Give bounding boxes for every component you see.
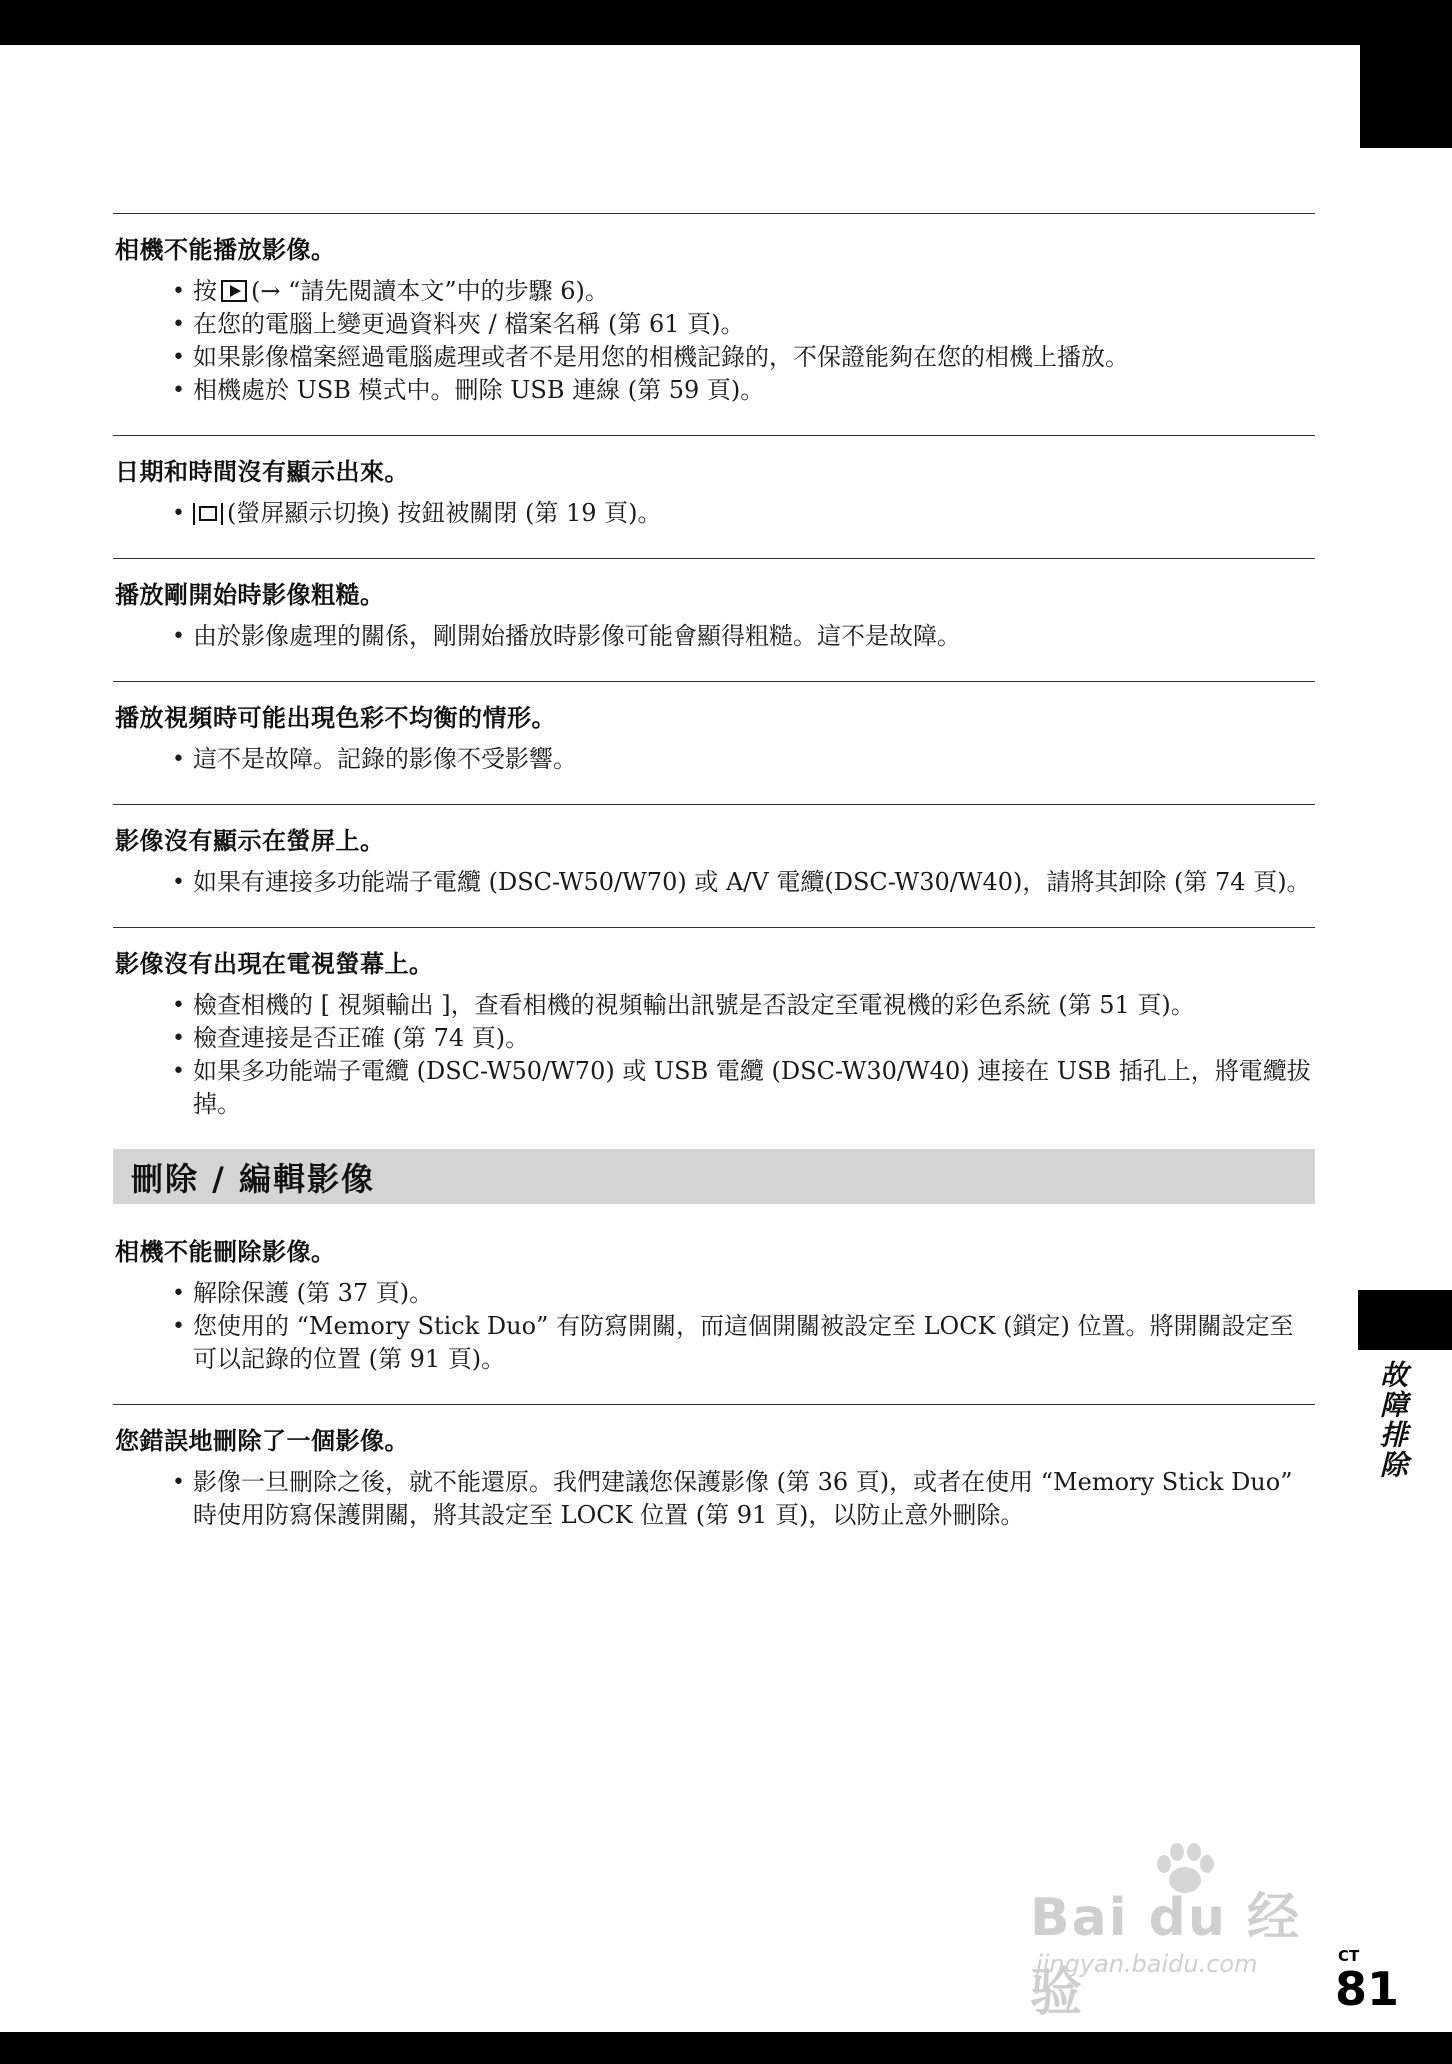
section-color-imbalance <box>113 681 1315 776</box>
section-question: 您錯誤地刪除了一個影像。 <box>115 1427 409 1455</box>
page-content <box>113 213 1315 1560</box>
section-no-tv-image <box>113 927 1315 1121</box>
chapter-side-label: 故障排除 <box>1376 1360 1409 1480</box>
section-cannot-play <box>113 213 1315 407</box>
list-item: • 由於影像處理的關係，剛開始播放時影像可能會顯得粗糙。這不是故障。 <box>113 620 1315 653</box>
baidu-watermark <box>1030 1840 1350 2023</box>
list-item: • 您使用的 “Memory Stick Duo” 有防寫開關，而這個開關被設定至 LOCK (鎖定) 位置。將開關設定至可以記錄的位置 (第 91 頁)。 <box>113 1310 1315 1376</box>
list-item <box>113 275 1315 308</box>
section-cannot-delete <box>113 1232 1315 1376</box>
chapter-heading: 刪除 / 編輯影像 <box>131 1159 375 1198</box>
section-deleted-by-mistake <box>113 1404 1315 1532</box>
list-item: • 相機處於 USB 模式中。刪除 USB 連線 (第 59 頁)。 <box>113 374 1315 407</box>
section-question: 日期和時間沒有顯示出來。 <box>115 458 409 486</box>
bullet-list <box>113 1466 1315 1532</box>
page-number: 81 <box>1335 1962 1400 2016</box>
section-no-date-time <box>113 435 1315 530</box>
bullet-list <box>113 866 1315 899</box>
item-prefix: 按 <box>193 277 217 305</box>
chapter-heading-band <box>113 1149 1315 1204</box>
top-black-bar <box>0 0 1452 45</box>
play-icon <box>221 280 247 302</box>
list-item: • 檢查連接是否正確 (第 74 頁)。 <box>113 1022 1315 1055</box>
item-text: (→ “請先閱讀本文”中的步驟 6)。 <box>251 277 609 305</box>
section-question: 相機不能刪除影像。 <box>115 1238 336 1266</box>
section-no-screen-image <box>113 804 1315 899</box>
list-item: • 如果多功能端子電纜 (DSC-W50/W70) 或 USB 電纜 (DSC-W30/W40) 連接在 USB 插孔上，將電纜拔掉。 <box>113 1055 1315 1121</box>
display-toggle-icon <box>193 503 223 525</box>
bullet-list <box>113 1277 1315 1376</box>
watermark-url: jingyan.baidu.com <box>1036 1950 1258 1978</box>
bottom-black-bar <box>0 2032 1452 2064</box>
list-item <box>113 497 1315 530</box>
list-item: • 如果影像檔案經過電腦處理或者不是用您的相機記錄的，不保證能夠在您的相機上播放。 <box>113 341 1315 374</box>
section-question: 相機不能播放影像。 <box>115 236 336 264</box>
chapter-tab-top <box>1360 45 1452 148</box>
chapter-tab-side <box>1358 1290 1452 1350</box>
bullet-list <box>113 989 1315 1121</box>
section-question: 影像沒有出現在電視螢幕上。 <box>115 950 434 978</box>
bullet-list <box>113 497 1315 530</box>
section-question: 影像沒有顯示在螢屏上。 <box>115 827 385 855</box>
page-language-code: CT <box>1338 1947 1360 1965</box>
bullet-list <box>113 275 1315 407</box>
section-rough-image <box>113 558 1315 653</box>
item-text: (螢屏顯示切換) 按鈕被關閉 (第 19 頁)。 <box>227 499 662 527</box>
watermark-text: Bai du 经验 <box>1030 1888 1301 2023</box>
list-item: • 如果有連接多功能端子電纜 (DSC-W50/W70) 或 A/V 電纜(DSC-W30/W40)，請將其卸除 (第 74 頁)。 <box>113 866 1315 899</box>
bullet-list <box>113 620 1315 653</box>
section-question: 播放視頻時可能出現色彩不均衡的情形。 <box>115 704 556 732</box>
list-item: • 這不是故障。記錄的影像不受影響。 <box>113 743 1315 776</box>
section-question: 播放剛開始時影像粗糙。 <box>115 581 385 609</box>
list-item: • 在您的電腦上變更過資料夾 / 檔案名稱 (第 61 頁)。 <box>113 308 1315 341</box>
list-item: • 檢查相機的 [ 視頻輸出 ]，查看相機的視頻輸出訊號是否設定至電視機的彩色系統 (第 51 頁)。 <box>113 989 1315 1022</box>
bullet-list <box>113 743 1315 776</box>
list-item: • 影像一旦刪除之後，就不能還原。我們建議您保護影像 (第 36 頁)，或者在使用 “Memory Stick Duo” 時使用防寫保護開關，將其設定至 LOCK 位置 (第 91 頁)，以防止意外刪除。 <box>113 1466 1315 1532</box>
list-item: • 解除保護 (第 37 頁)。 <box>113 1277 1315 1310</box>
